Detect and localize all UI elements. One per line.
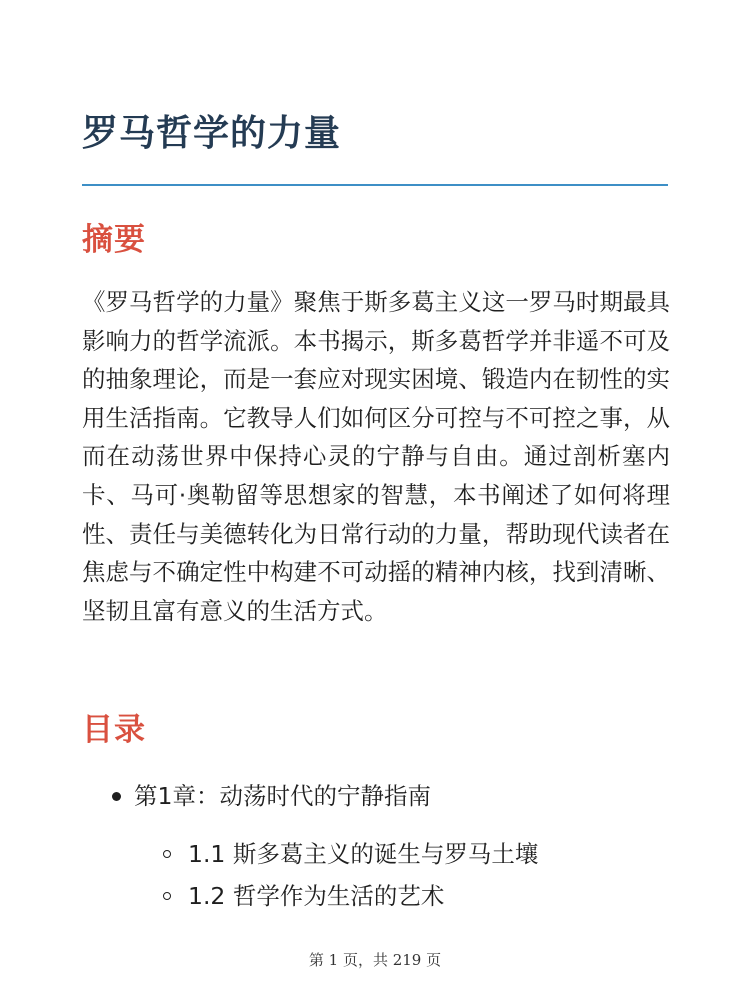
summary-paragraph: 《罗马哲学的力量》聚焦于斯多葛主义这一罗马时期最具影响力的哲学流派。本书揭示，斯多葛哲学并非遥不可及的抽象理论，而是一套应对现实困境、锻造内在韧性的实用生活指南。它教导人们如何区分可控与不可控之事，从而在动荡世界中保持心灵的宁静与自由。通过剖析塞内卡、马可·奥勒留等思想家的智慧，本书阐述了如何将理性、责任与美德转化为日常行动的力量，帮助现代读者在焦虑与不确定性中构建不可动摇的精神内核，找到清晰、坚韧且富有意义的生活方式。 (82, 288, 670, 625)
page-number-footer: 第 1 页，共 219 页 (308, 951, 442, 969)
summary-heading: 摘要 (82, 222, 146, 258)
toc-chapter-1: 第1章：动荡时代的宁静指南 (134, 782, 431, 810)
page-title: 罗马哲学的力量 (82, 113, 342, 154)
toc-section-1-2: 1.2 哲学作为生活的艺术 (188, 882, 445, 910)
bullet-circle-icon (163, 892, 171, 900)
toc-heading: 目录 (82, 712, 146, 748)
title-divider (82, 184, 668, 186)
toc-section-1-1: 1.1 斯多葛主义的诞生与罗马土壤 (188, 840, 539, 868)
bullet-disc-icon (112, 792, 121, 801)
bullet-circle-icon (163, 850, 171, 858)
